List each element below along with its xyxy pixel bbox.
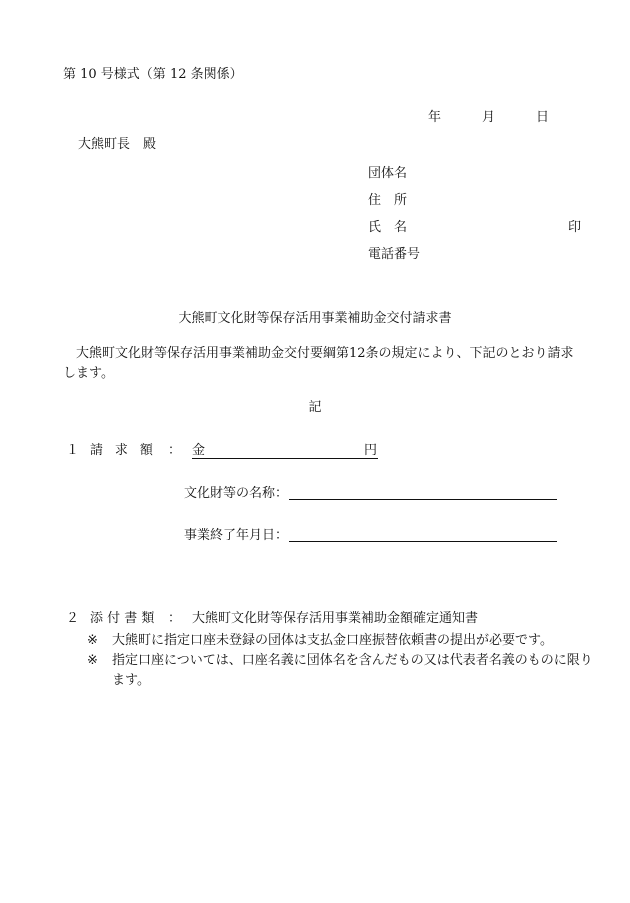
amount-field-line[interactable] [192, 458, 378, 459]
item2-colon: ： [168, 611, 182, 626]
item1-colon: ： [168, 443, 182, 458]
note-text: 大熊町に指定口座未登録の団体は支払金口座振替依頼書の提出が必要です。 [112, 633, 553, 648]
org-name-label: 団体名 [368, 166, 408, 181]
note-item [87, 631, 599, 651]
note-text: 指定口座については、口座名義に団体名を含んだもの又は代表者名義のものに限ります。 [112, 653, 593, 688]
document-title: 大熊町文化財等保存活用事業補助金交付請求書 [178, 311, 452, 326]
phone-label: 電話番号 [368, 247, 421, 262]
amount-suffix: 円 [364, 443, 378, 458]
item2-number: ２ [66, 611, 80, 626]
item2-label: 添 付 書 類 [90, 611, 155, 626]
seal-mark: 印 [568, 220, 582, 235]
date-year-label: 年 [428, 110, 442, 125]
property-name-field-line[interactable] [289, 499, 557, 500]
address-label: 住 所 [368, 193, 408, 208]
note-mark: ※ [87, 653, 98, 668]
property-name-label: 文化財等の名称： [184, 486, 289, 501]
item1-label: 請 求 額 [90, 443, 157, 458]
attached-document: 大熊町文化財等保存活用事業補助金額確定通知書 [192, 611, 479, 626]
end-date-label: 事業終了年月日： [184, 528, 289, 543]
addressee: 大熊町長 殿 [78, 137, 157, 152]
item1-number: １ [66, 443, 80, 458]
date-month-label: 月 [482, 110, 496, 125]
ki-heading: 記 [308, 400, 322, 415]
form-number: 第 10 号様式（第 12 条関係） [63, 67, 243, 82]
note-item [87, 651, 599, 691]
end-date-field-line[interactable] [289, 541, 557, 542]
amount-prefix: 金 [192, 443, 206, 458]
note-mark: ※ [87, 633, 98, 648]
applicant-name-label: 氏 名 [368, 220, 408, 235]
date-day-label: 日 [536, 110, 550, 125]
request-body: 大熊町文化財等保存活用事業補助金交付要綱第12条の規定により、下記のとおり請求します。 [63, 346, 574, 381]
